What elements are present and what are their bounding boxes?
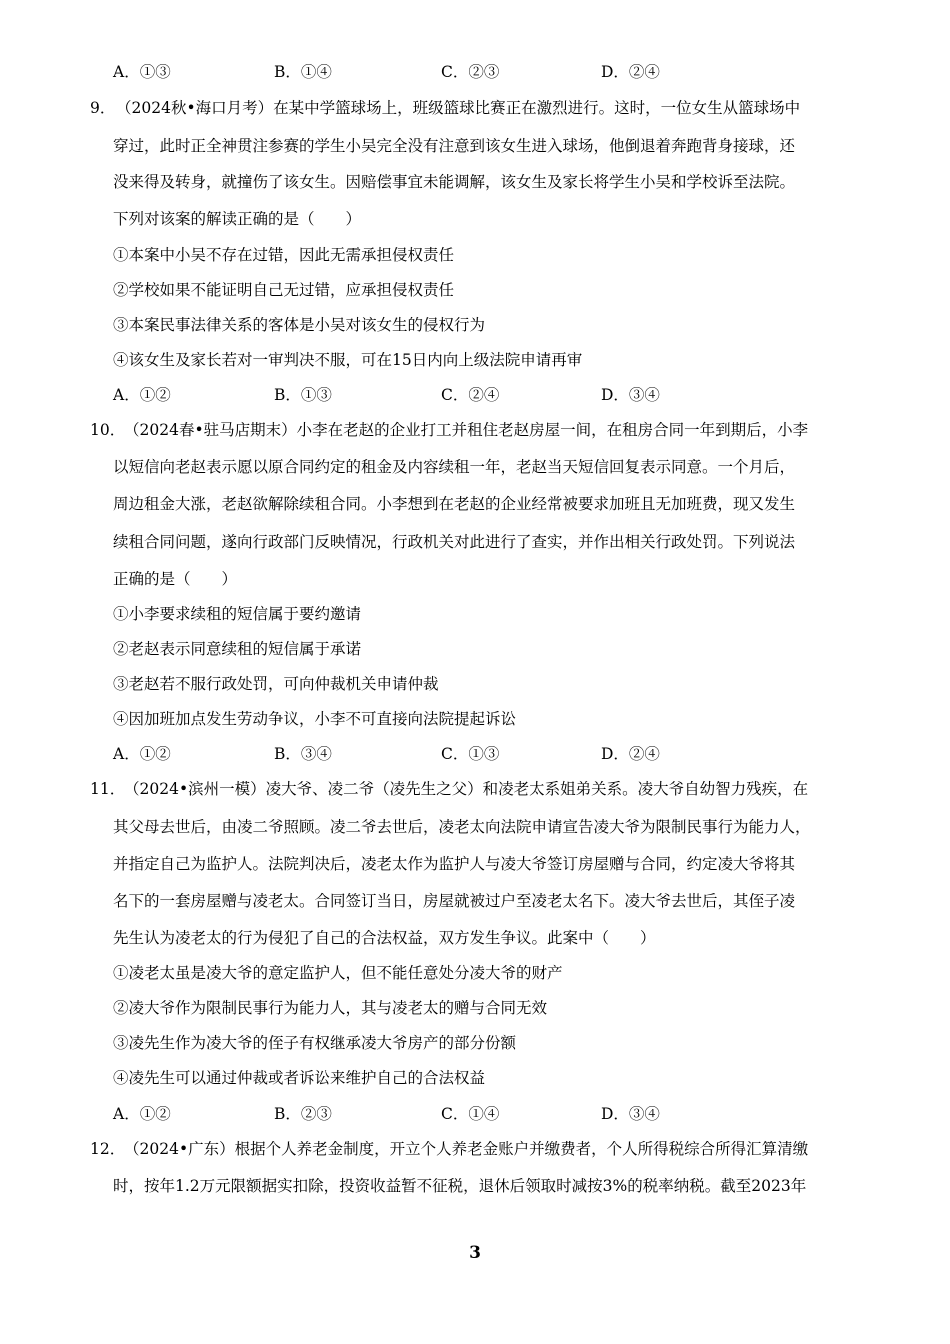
question-10-options bbox=[113, 744, 833, 764]
question-9-line-2: 穿过，此时正全神贯注参赛的学生小吴完全没有注意到该女生进入球场，他倒退着奔跑背身接球，还 bbox=[113, 137, 796, 155]
question-10-line-5: 正确的是（ ） bbox=[113, 570, 238, 588]
question-11-options bbox=[113, 1104, 833, 1124]
question-11-number: 11． bbox=[90, 780, 126, 798]
question-9-line-1: （2024秋•海口月考）在某中学篮球场上，班级篮球比赛正在激烈进行。这时，一位女生从篮球场中 bbox=[116, 99, 801, 117]
option-d: D．③④ bbox=[601, 1105, 660, 1123]
option-b: B．①③ bbox=[274, 386, 332, 404]
option-c: C．①③ bbox=[441, 745, 500, 763]
question-9-statement-4: ④该女生及家长若对一审判决不服，可在15日内向上级法院申请再审 bbox=[113, 351, 583, 369]
question-11-statement-1: ①凌老太虽是凌大爷的意定监护人，但不能任意处分凌大爷的财产 bbox=[113, 964, 563, 982]
question-9-line-4: 下列对该案的解读正确的是（ ） bbox=[113, 210, 362, 228]
question-9-options bbox=[113, 385, 833, 405]
option-b: B．③④ bbox=[274, 745, 332, 763]
option-b: B．①④ bbox=[274, 63, 332, 81]
q8-options bbox=[113, 62, 833, 82]
question-10-line-3: 周边租金大涨，老赵欲解除续租合同。小李想到在老赵的企业经常被要求加班且无加班费，现又发生 bbox=[113, 495, 796, 513]
page-number: 3 bbox=[469, 1243, 481, 1263]
question-12-number: 12． bbox=[90, 1140, 126, 1158]
question-9-statement-2: ②学校如果不能证明自己无过错，应承担侵权责任 bbox=[113, 281, 455, 299]
question-10-line-4: 续租合同问题，遂向行政部门反映情况，行政机关对此进行了查实，并作出相关行政处罚。下列说法 bbox=[113, 533, 796, 551]
option-d: D．②④ bbox=[601, 745, 660, 763]
option-c: C．①④ bbox=[441, 1105, 500, 1123]
question-10-line-1: （2024春•驻马店期末）小李在老赵的企业打工并租住老赵房屋一间，在租房合同一年到期后，小李 bbox=[124, 421, 809, 439]
option-a: A．①② bbox=[113, 386, 171, 404]
question-12-line-1: （2024•广东）根据个人养老金制度，开立个人养老金账户并缴费者，个人所得税综合所得汇算清缴 bbox=[124, 1140, 809, 1158]
option-a: A．①② bbox=[113, 745, 171, 763]
question-10-statement-4: ④因加班加点发生劳动争议，小李不可直接向法院提起诉讼 bbox=[113, 710, 517, 728]
question-11-statement-4: ④凌先生可以通过仲裁或者诉讼来维护自己的合法权益 bbox=[113, 1069, 486, 1087]
question-11-line-4: 名下的一套房屋赠与凌老太。合同签订当日，房屋就被过户至凌老太名下。凌大爷去世后，其侄子凌 bbox=[113, 892, 796, 910]
question-11-line-1: （2024•滨州一模）凌大爷、凌二爷（凌先生之父）和凌老太系姐弟关系。凌大爷自幼智力残疾，在 bbox=[124, 780, 809, 798]
question-11-line-2: 其父母去世后，由凌二爷照顾。凌二爷去世后，凌老太向法院申请宣告凌大爷为限制民事行为能力人， bbox=[113, 818, 811, 836]
question-11-line-5: 先生认为凌老太的行为侵犯了自己的合法权益，双方发生争议。此案中（ ） bbox=[113, 929, 656, 947]
option-a: A．①② bbox=[113, 1105, 171, 1123]
question-12-line-2: 时，按年1.2万元限额据实扣除，投资收益暂不征税，退休后领取时减按3%的税率纳税。截至2023年 bbox=[113, 1177, 807, 1195]
question-10-line-2: 以短信向老赵表示愿以原合同约定的租金及内容续租一年，老赵当天短信回复表示同意。一个月后， bbox=[113, 458, 796, 476]
question-11-line-3: 并指定自己为监护人。法院判决后，凌老太作为监护人与凌大爷签订房屋赠与合同，约定凌大爷将其 bbox=[113, 855, 796, 873]
option-d: D．②④ bbox=[601, 63, 660, 81]
question-11-statement-3: ③凌先生作为凌大爷的侄子有权继承凌大爷房产的部分份额 bbox=[113, 1034, 517, 1052]
question-10-statement-3: ③老赵若不服行政处罚，可向仲裁机关申请仲裁 bbox=[113, 675, 439, 693]
question-9-number: 9． bbox=[90, 99, 116, 117]
question-10-statement-1: ①小李要求续租的短信属于要约邀请 bbox=[113, 605, 362, 623]
question-11-statement-2: ②凌大爷作为限制民事行为能力人，其与凌老太的赠与合同无效 bbox=[113, 999, 548, 1017]
question-9-statement-1: ①本案中小吴不存在过错，因此无需承担侵权责任 bbox=[113, 246, 455, 264]
option-a: A．①③ bbox=[113, 63, 171, 81]
question-9-statement-3: ③本案民事法律关系的客体是小吴对该女生的侵权行为 bbox=[113, 316, 486, 334]
option-c: C．②④ bbox=[441, 386, 500, 404]
question-9-line-3: 没来得及转身，就撞伤了该女生。因赔偿事宜未能调解，该女生及家长将学生小吴和学校诉至法院。 bbox=[113, 173, 796, 191]
question-10-statement-2: ②老赵表示同意续租的短信属于承诺 bbox=[113, 640, 362, 658]
question-10-number: 10． bbox=[90, 421, 126, 439]
option-b: B．②③ bbox=[274, 1105, 332, 1123]
option-c: C．②③ bbox=[441, 63, 500, 81]
option-d: D．③④ bbox=[601, 386, 660, 404]
